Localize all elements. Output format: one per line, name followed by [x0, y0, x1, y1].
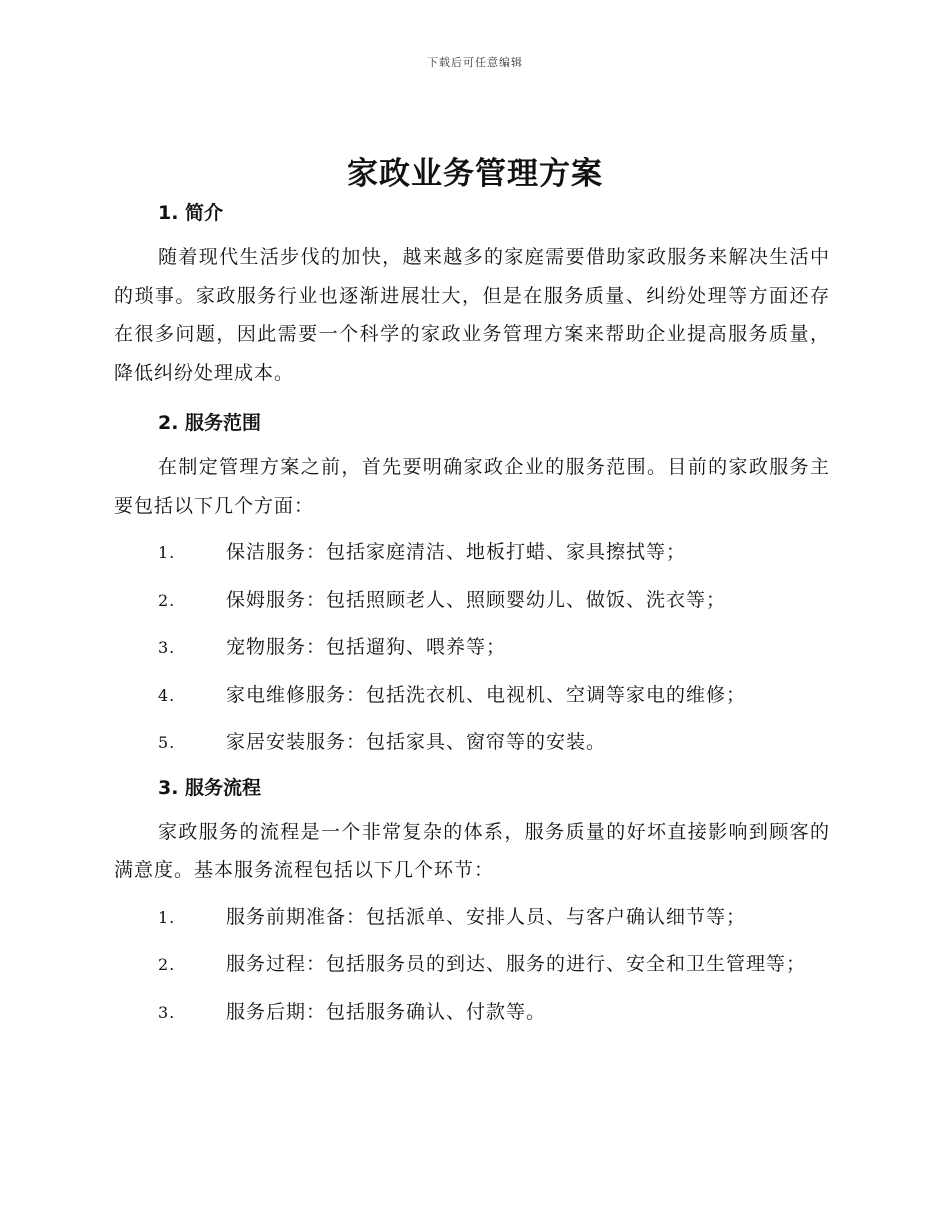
list-number: 4. [158, 685, 176, 705]
list-item [114, 525, 830, 573]
section-heading: 2. 服务范围 [158, 412, 262, 434]
list-item [114, 573, 830, 621]
service-list [114, 525, 830, 763]
document-title: 家政业务管理方案 [347, 156, 603, 192]
list-number: 1. [158, 907, 176, 927]
list-text: 家居安装服务：包括家具、窗帘等的安装。 [226, 731, 607, 753]
list-text: 保姆服务：包括照顾老人、照顾婴幼儿、做饭、洗衣等； [226, 588, 727, 611]
list-number: 3. [158, 1002, 176, 1022]
list-number: 2. [158, 955, 176, 974]
list-number: 2. [158, 590, 176, 610]
list-item [114, 890, 830, 938]
list-number: 5. [158, 733, 176, 752]
process-list [114, 890, 830, 1033]
list-item [114, 668, 830, 716]
list-text: 服务过程：包括服务员的到达、服务的进行、安全和卫生管理等； [226, 953, 807, 975]
section-heading: 3. 服务流程 [158, 776, 262, 799]
list-text: 保洁服务：包括家庭清洁、地板打蜡、家具擦拭等； [226, 541, 687, 563]
header-note: 下载后可任意编辑 [427, 56, 523, 69]
section-service-scope [114, 406, 830, 763]
list-number: 3. [158, 638, 176, 657]
list-item [114, 715, 830, 763]
paragraph: 在制定管理方案之前，首先要明确家政企业的服务范围。目前的家政服务主要包括以下几个方面： [114, 456, 830, 517]
paragraph: 家政服务的流程是一个非常复杂的体系，服务质量的好坏直接影响到顾客的满意度。基本服务流程包括以下几个环节： [114, 820, 830, 881]
section-service-process [114, 771, 830, 1033]
document-body [114, 196, 830, 1032]
section-heading: 1. 简介 [158, 202, 224, 224]
section-intro [114, 196, 830, 392]
list-item [114, 620, 830, 668]
list-item [114, 937, 830, 985]
list-text: 家电维修服务：包括洗衣机、电视机、空调等家电的维修； [226, 683, 747, 706]
list-text: 宠物服务：包括遛狗、喂养等； [226, 636, 507, 658]
list-text: 服务后期：包括服务确认、付款等。 [226, 1000, 547, 1023]
list-number: 1. [158, 543, 176, 562]
list-item [114, 985, 830, 1033]
paragraph: 随着现代生活步伐的加快，越来越多的家庭需要借助家政服务来解决生活中的琐事。家政服务行业也逐渐进展壮大，但是在服务质量、纠纷处理等方面还存在很多问题，因此需要一个科学的家政业务管理方案来帮助企业提高服务质量，降低纠纷处理成本。 [114, 246, 830, 384]
list-text: 服务前期准备：包括派单、安排人员、与客户确认细节等； [226, 905, 747, 928]
